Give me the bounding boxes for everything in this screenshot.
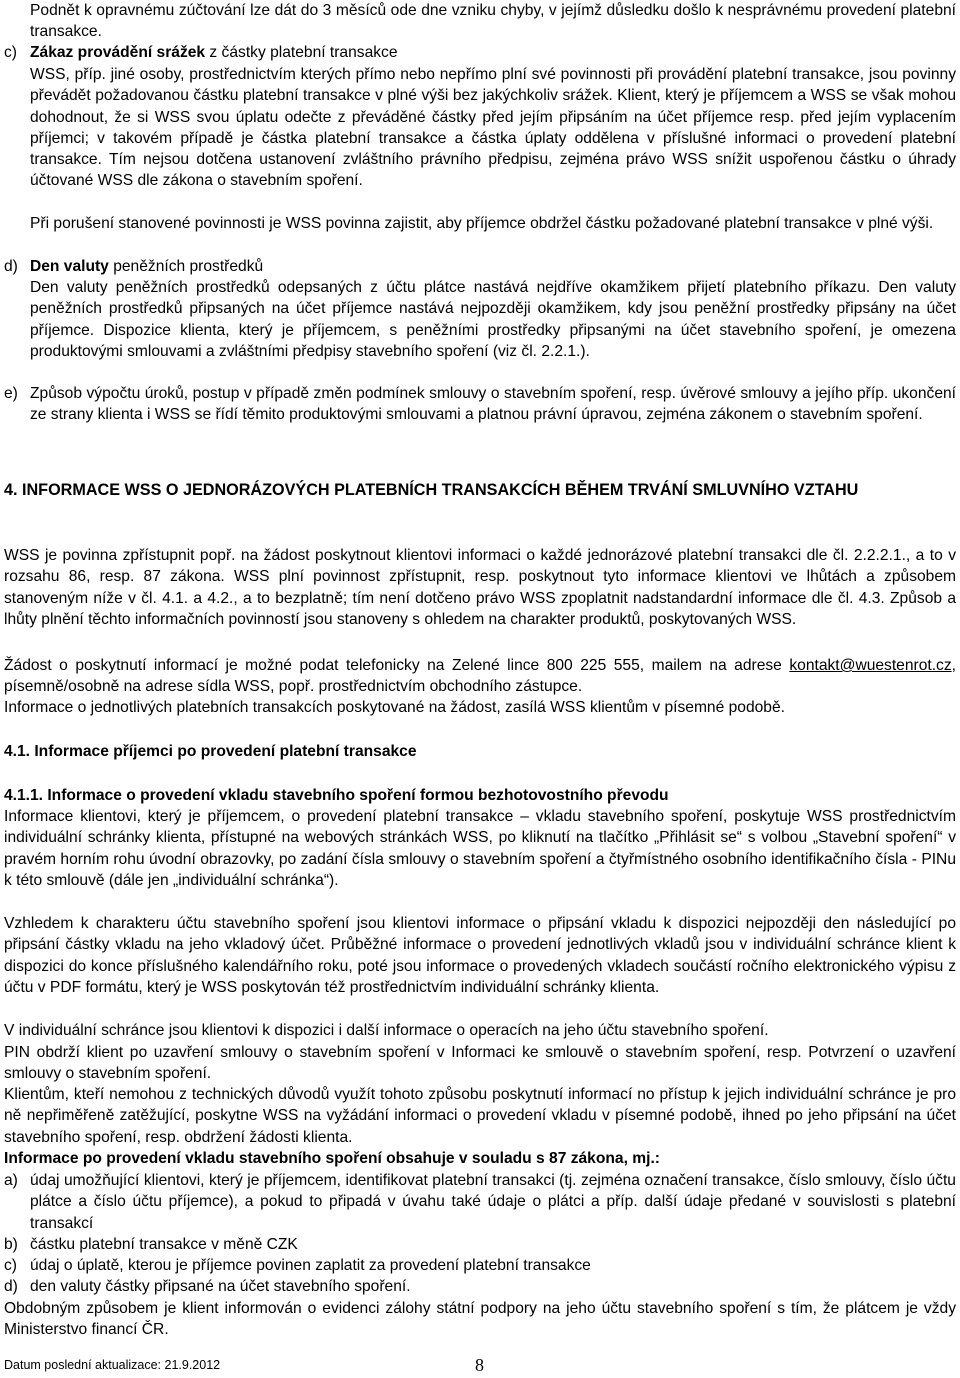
footer-updated: Datum poslední aktualizace: 21.9.2012 xyxy=(4,1358,221,1372)
paragraph: WSS je povinna zpřístupnit popř. na žádost poskytnout klientovi informaci o každé jednorázové platební transakci dle čl. 2.2.2.1., a to v rozsahu 86, resp. 87 zákona. WSS plní povinnost zpřístupnit, resp. poskytnout tyto informace klientovi ve lhůtách a způsobem stanoveným níže v čl. 4.1. a 4.2., a to bezplatně; tím není dotčeno právo WSS zpoplatnit nadstandardní informace dle čl. 4.3. Způsob a lhůty plnění těchto informačních povinností jsou stanoveny s ohledem na charakter produktů, poskytovaných WSS. xyxy=(4,547,956,628)
paragraph: Obdobným způsobem je klient informován o evidenci zálohy státní podpory na jeho účtu stavebního spoření s tím, že plátcem je vždy Ministerstvo financí ČR. xyxy=(4,1300,956,1339)
section-heading: 4.1. Informace příjemci po provedení platební transakce xyxy=(4,743,417,760)
list-item-d xyxy=(4,256,956,277)
list-item-c xyxy=(4,42,956,63)
email-link[interactable]: kontakt@wuestenrot.cz xyxy=(789,657,952,674)
section-heading: 4.1.1. Informace o provedení vkladu stavebního spoření formou bezhotovostního převodu xyxy=(4,787,669,804)
item-title-rest: peněžních prostředků xyxy=(108,258,264,275)
paragraph: Informace klientovi, který je příjemcem, o provedení platební transakce – vkladu stavebního spoření, poskytuje WSS prostřednictvím individuální schránky klienta, přístupné na webových stránkách WSS, po kliknutí na tlačítko „Přihlásit se“ s volbou „Stavební spoření“ v pravém horním rohu úvodní obrazovky, po zadání čísla smlouvy o stavebním spoření a čtyřmístného osobního identifikačního čísla - PINu k této smlouvě (dále jen „individuální schránka“). xyxy=(4,808,956,889)
paragraph-bold: Informace po provedení vkladu stavebního spoření obsahuje v souladu s 87 zákona, mj.: xyxy=(4,1150,660,1167)
paragraph: Při porušení stanovené povinnosti je WSS povinna zajistit, aby příjemce obdržel částku požadované platební transakce v plné výši. xyxy=(30,215,934,232)
list-item: c) údaj o úplatě, kterou je příjemce povinen zaplatit za provedení platební transakce xyxy=(4,1257,591,1274)
list-label: d) xyxy=(4,258,18,275)
item-title: Zákaz provádění srážek xyxy=(30,44,206,61)
list-label: c) xyxy=(4,44,17,61)
paragraph: PIN obdrží klient po uzavření smlouvy o stavebním spoření v Informaci ke smlouvě o stavebním spoření, resp. Potvrzení o uzavření smlouvy o stavebním spoření. xyxy=(4,1044,956,1083)
paragraph: Den valuty peněžních prostředků odepsaných z účtu plátce nastává nejdříve okamžikem přijetí platebního příkazu. Den valuty peněžních prostředků připsaných na účet příjemce nastává nejpozději okamžikem, kdy jsou peněžní prostředky připsány na účet příjemce. Dispozice klienta, který je příjemcem, s peněžními prostředky připsanými na účet stavebního spoření, je omezena produktovými smlouvami a zvláštními předpisy stavebního spoření (viz čl. 2.2.1.). xyxy=(30,279,956,360)
list-item-e xyxy=(4,383,956,426)
paragraph: Informace o jednotlivých platebních transakcích poskytované na žádost, zasílá WSS klientům v písemné podobě. xyxy=(4,699,785,716)
paragraph: Podnět k opravnému zúčtování lze dát do 3 měsíců ode dne vzniku chyby, v jejímž důsledku došlo k nesprávnému provedení platební transakce. xyxy=(30,2,956,41)
paragraph: V individuální schránce jsou klientovi k dispozici i další informace o operacích na jeho účtu stavebního spoření. xyxy=(4,1022,769,1039)
list-item: a) údaj umožňující klientovi, který je příjemcem, identifikovat platební transakci (tj. zejména označení transakce, číslo smlouvy, číslo účtu plátce a číslo účtu příjemce), a pokud to připadá v úvahu také údaje o plátci a příp. další údaje předané v souvislosti s platební transakcí xyxy=(4,1172,956,1232)
list-text: Způsob výpočtu úroků, postup v případě změn podmínek smlouvy o stavebním spoření, resp. úvěrové smlouvy a jejího příp. ukončení ze strany klienta i WSS se řídí těmito produktovými smlouvami a platnou právní úpravou, zejména zákonem o stavebním spoření. xyxy=(30,385,956,424)
paragraph: Vzhledem k charakteru účtu stavebního spoření jsou klientovi informace o připsání vkladu k dispozici nejpozději den následující po připsání částky vkladu na jeho vkladový účet. Průběžné informace o provedení jednotlivých vkladů jsou v individuální schránce klient k dispozici do konce příslušného kalendářního roku, poté jsou informace o provedených vkladech součástí ročního elektronického výpisu z účtu v PDF formátu, který je WSS poskytován též prostřednictvím individuální schránky klienta. xyxy=(4,915,956,996)
paragraph: WSS, příp. jiné osoby, prostřednictvím kterých přímo nebo nepřímo plní své povinnosti při provádění platební transakce, jsou povinny převádět požadovanou částku platební transakce v plné výši bez jakýchkoliv srážek. Klient, který je příjemcem a WSS se však mohou dohodnout, že si WSS svou úplatu odečte z převáděné částky před jejím připsáním na účet příjemce resp. před jejím vyplacením příjemci; v takovém případě je částka platební transakce a částka úplaty oddělena v příslušné informaci o provedení platební transakce. Tím nejsou dotčena ustanovení zvláštního právního předpisu, zejména právo WSS snížit uspořenou částku o úhrady účtované WSS dle zákona o stavebním spoření. xyxy=(30,66,956,190)
page-number: 8 xyxy=(475,1355,484,1375)
list-item: d) den valuty částky připsané na účet stavebního spoření. xyxy=(4,1278,411,1295)
item-title: Den valuty xyxy=(30,258,109,275)
item-title-rest: z částky platební transakce xyxy=(205,44,398,61)
list-item: b) částku platební transakce v měně CZK xyxy=(4,1236,298,1253)
paragraph: Žádost o poskytnutí informací je možné podat telefonicky na Zelené lince 800 225 555, mailem na adrese kontakt@wuestenrot.cz, písemně/osobně na adrese sídla WSS, popř. prostřednictvím obchodního zástupce. xyxy=(4,657,956,696)
list-label: e) xyxy=(4,385,18,402)
paragraph: Klientům, kteří nemohou z technických důvodů využít tohoto způsobu poskytnutí informací no přístup k jejich individuální schránce je pro ně nepřiměřeně zatěžující, poskytne WSS na vyžádání informaci o provedení vkladu v písemné podobě, ihned po jeho připsání na účet stavebního spoření, resp. obdržení žádosti klienta. xyxy=(4,1086,956,1146)
section-heading: 4. INFORMACE WSS O JEDNORÁZOVÝCH PLATEBNÍCH TRANSAKCÍCH BĚHEM TRVÁNÍ SMLUVNÍHO VZTAHU xyxy=(4,481,859,499)
